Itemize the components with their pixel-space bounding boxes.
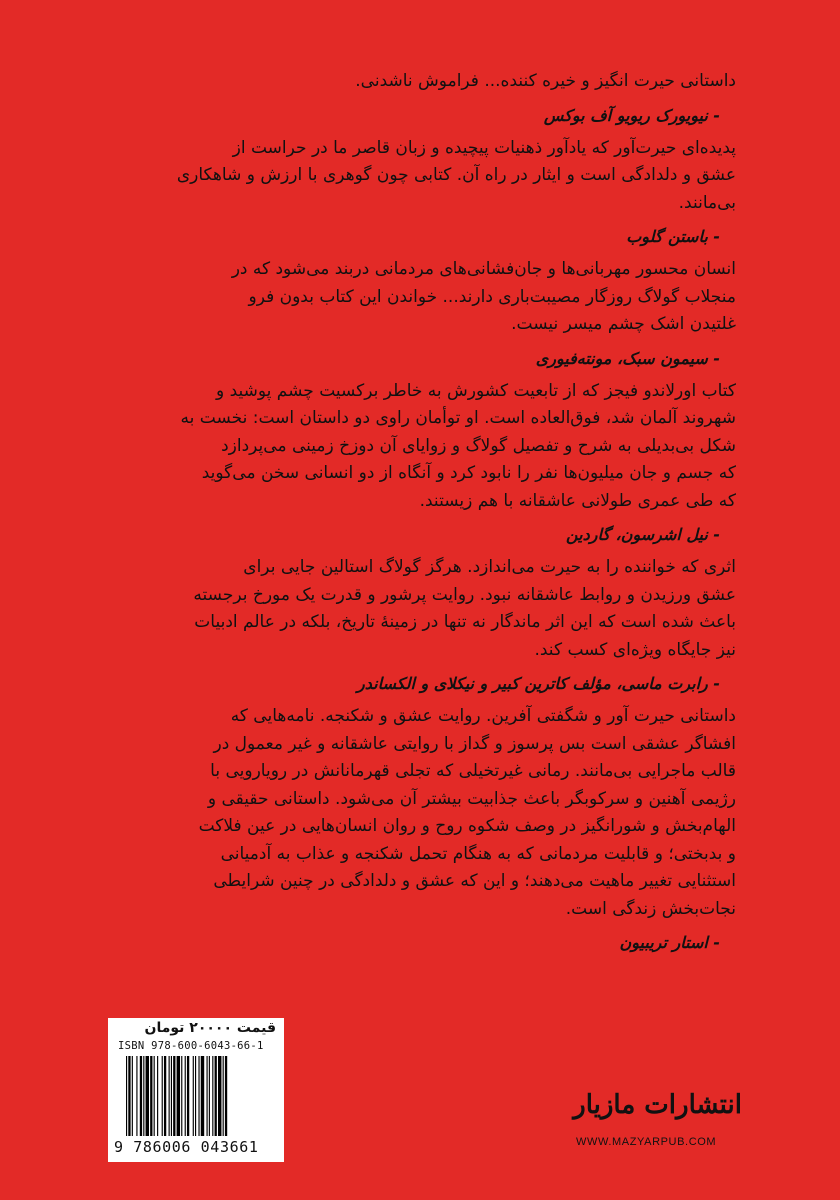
quote-line: استثنایی تغییر ماهیت می‌دهند؛ و این که عشق و دلدادگی در چنین شرایطی xyxy=(213,871,736,891)
quote-line: منجلاب گولاگ روزگار مصیبت‌باری دارند... خواندن این کتاب بدون فرو xyxy=(248,286,736,307)
quote-line: که طی عمری طولانی عاشقانه با هم زیستند. xyxy=(419,490,736,511)
barcode-bar xyxy=(126,1056,127,1136)
barcode-digits: 9 786006 043661 xyxy=(114,1138,259,1156)
quote-line: قالب ماجرایی بی‌مانند. رمانی غیرتخیلی که تجلی قهرمانانش در رویارویی با xyxy=(210,761,736,781)
barcode-bar xyxy=(212,1056,213,1136)
quote-line: داستانی حیرت انگیز و خیره کننده... فراموش ناشدنی. xyxy=(355,71,736,91)
review-source: - باستن گلوب xyxy=(626,227,720,246)
review-source: - سیمون سبک، مونته‌فیوری xyxy=(535,348,720,368)
publisher-logo xyxy=(572,1090,742,1130)
isbn-text: ISBN 978-600-6043-66-1 xyxy=(118,1040,264,1052)
barcode-bar xyxy=(177,1056,180,1136)
barcode-bar xyxy=(187,1056,189,1136)
barcode-bar xyxy=(173,1056,175,1136)
quote-line: بی‌مانند. xyxy=(678,192,736,213)
review-quote xyxy=(100,378,736,516)
barcode-bar xyxy=(181,1056,182,1136)
review-quote xyxy=(100,703,736,923)
barcode-bar xyxy=(201,1056,204,1136)
barcode-bar xyxy=(195,1056,196,1136)
barcode-bar xyxy=(154,1056,155,1136)
barcode-bar xyxy=(128,1056,130,1136)
review-source: - رابرت ماسی، مؤلف کاترین کبیر و نیکلای و الکساندر xyxy=(357,674,720,693)
barcode-bar xyxy=(215,1056,217,1136)
barcode-bar xyxy=(207,1056,208,1136)
barcode-bar xyxy=(140,1056,142,1136)
quote-line: رژیمی آهنین و سرکوبگر باعث جذابیت بیشتر آن می‌شود. داستانی حقیقی و xyxy=(207,788,736,809)
barcode-bar xyxy=(209,1056,210,1136)
barcode xyxy=(126,1056,278,1136)
barcode-bar xyxy=(150,1056,152,1136)
quote-line: که جسم و جان میلیون‌ها نفر را نابود کرد و آنگاه از دو انسانی سخن می‌گوید xyxy=(201,463,736,483)
publisher-logo-text: انتشارات مازیار xyxy=(573,1090,742,1120)
barcode-bar xyxy=(218,1056,221,1136)
barcode-bar xyxy=(132,1056,133,1136)
quote-line: عشق ورزیدن و روابط عاشقانه نبود. روایت پرشور و قدرت یک مورخ برجسته xyxy=(193,584,736,605)
barcode-bar xyxy=(146,1056,149,1136)
barcode-bar xyxy=(193,1056,194,1136)
review-quote xyxy=(100,135,736,218)
barcode-bar xyxy=(185,1056,186,1136)
quote-line: انسان محسور مهربانی‌ها و جان‌فشانی‌های مردمانی دربند می‌شود که در xyxy=(231,259,736,279)
barcode-bar xyxy=(198,1056,199,1136)
review-list xyxy=(100,68,736,962)
price-label: قیمت ۲۰۰۰۰ تومان xyxy=(144,1020,276,1036)
quote-line: افشاگر عشقی است بس پرسوز و گداز با روایتی عاشقانه و غیر معمول در xyxy=(213,733,736,754)
quote-line: داستانی حیرت آور و شگفتی آفرین. روایت عشق و شکنجه. نامه‌هایی که xyxy=(230,706,736,726)
quote-line: اثری که خواننده را به حیرت می‌اندازد. هرگز گولاگ استالین جایی برای xyxy=(243,557,736,577)
price-barcode-box xyxy=(108,1018,284,1162)
quote-line: غلتیدن اشک چشم میسر نیست. xyxy=(511,314,736,334)
quote-line: عشق و دلدادگی است و ایثار در راه آن. کتابی چون گوهری با ارزش و شاهکاری xyxy=(176,165,736,185)
quote-line: نجات‌بخش زندگی است. xyxy=(565,898,736,919)
barcode-bar xyxy=(223,1056,224,1136)
review-source: - نیویورک ریویو آف بوکس xyxy=(543,105,720,125)
review-source: - استار تریبیون xyxy=(619,933,720,952)
review-quote xyxy=(100,68,736,96)
quote-line: باعث شده است که این اثر ماندگار نه تنها در زمینهٔ تاریخ، بلکه در عالم ادبیات xyxy=(194,612,736,632)
quote-line: کتاب اورلاندو فیجز که از تابعیت کشورش به خاطر برکسیت چشم پوشید و xyxy=(215,380,736,401)
review-quote xyxy=(100,554,736,664)
barcode-bar xyxy=(164,1056,166,1136)
quote-line: شکل بی‌بدیلی به شرح و تفصیل گولاگ و زوایای آن دوزخ زمینی می‌پردازد xyxy=(221,435,736,456)
review-source: - نیل اشرسون، گاردین xyxy=(566,525,720,544)
quote-line: الهام‌بخش و شورانگیز در وصف شکوه روح و روان انسان‌هایی در عین فلاکت xyxy=(198,816,736,836)
quote-line: و بدبختی؛ و قابلیت مردمانی که به هنگام تحمل شکنجه و عذاب به آدمیانی xyxy=(220,843,736,864)
review-quote xyxy=(100,256,736,339)
quote-line: پدیده‌ای حیرت‌آور که یادآور ذهنیات پیچیده و زبان قاصر ما در حراست از xyxy=(232,137,736,158)
barcode-bar xyxy=(162,1056,163,1136)
barcode-bar xyxy=(157,1056,158,1136)
publisher-url: WWW.MAZYARPUB.COM xyxy=(576,1136,717,1148)
barcode-bar xyxy=(169,1056,170,1136)
barcode-bar xyxy=(225,1056,227,1136)
quote-line: نیز جایگاه ویژه‌ای کسب کند. xyxy=(534,639,736,660)
barcode-bar xyxy=(143,1056,144,1136)
barcode-bar xyxy=(171,1056,172,1136)
barcode-bar xyxy=(136,1056,137,1136)
quote-line: شهروند آلمان شد، فوق‌العاده است. او توأمان راوی دو داستان است: نخست به xyxy=(180,408,736,428)
